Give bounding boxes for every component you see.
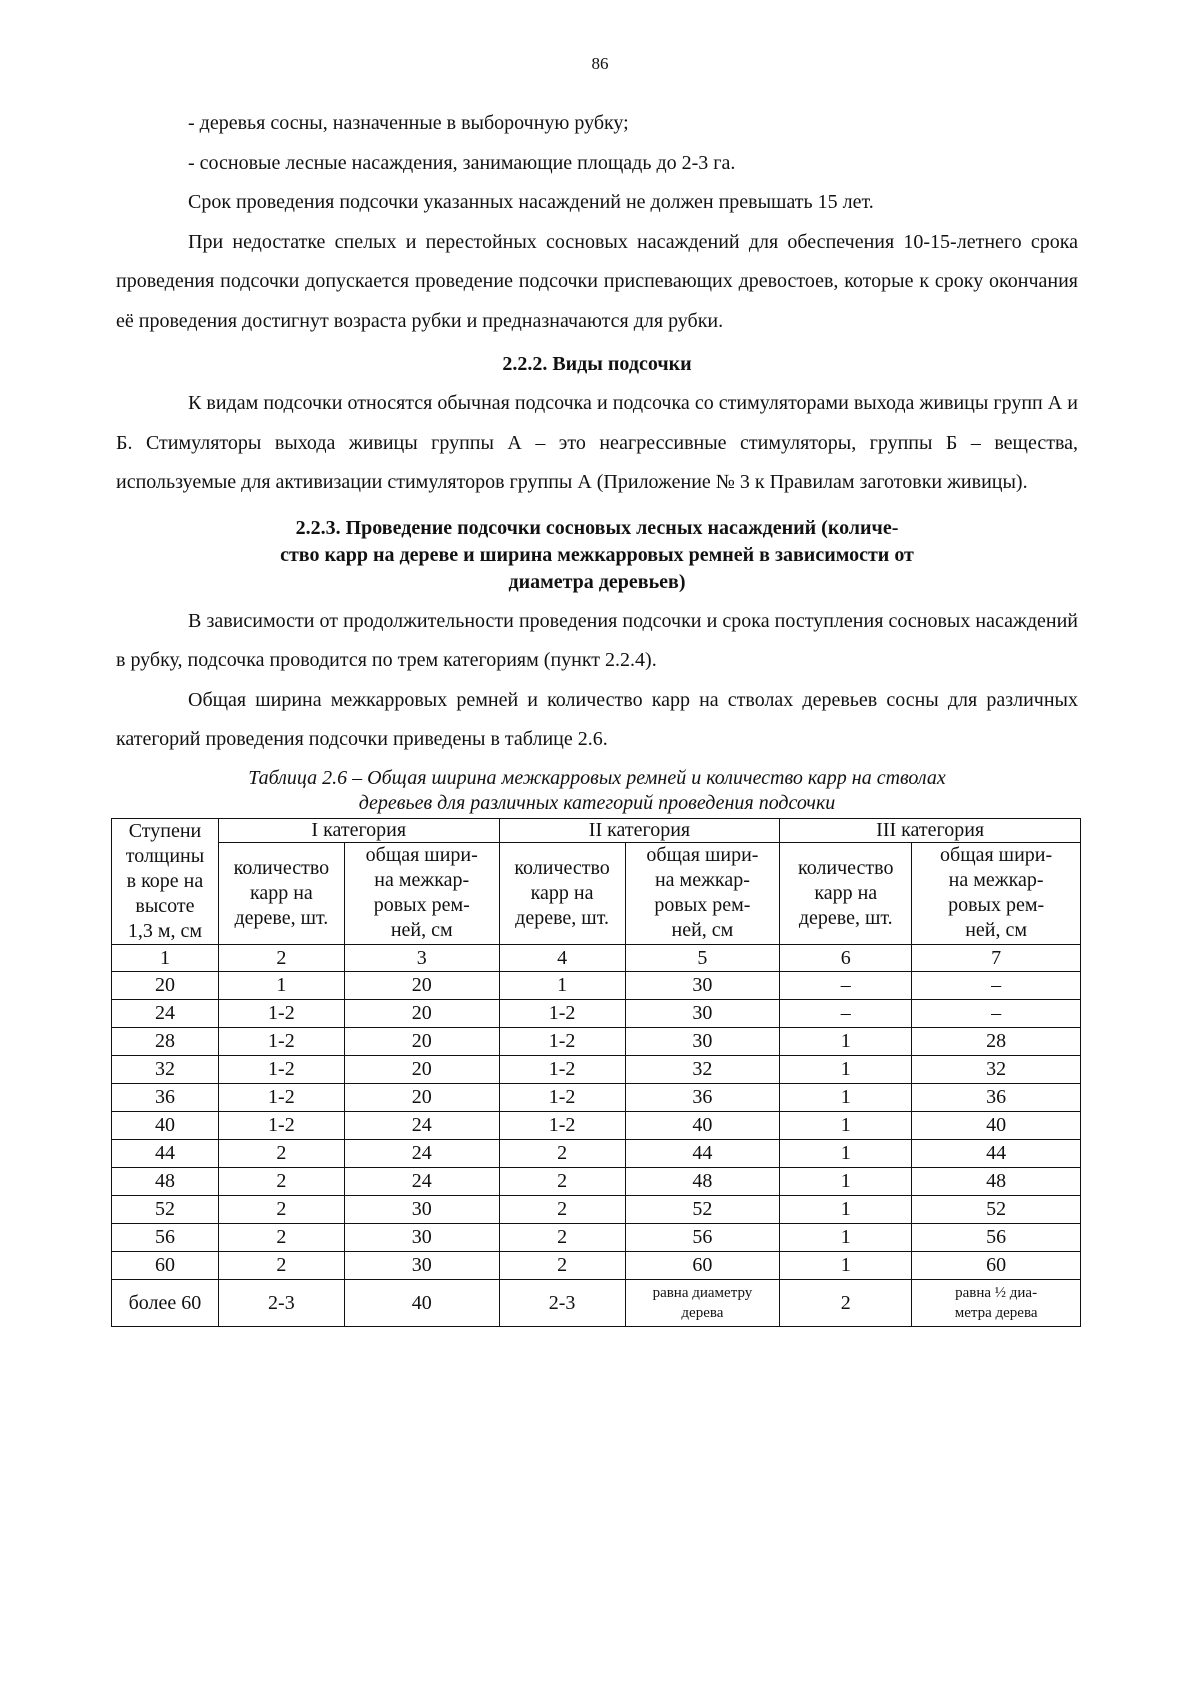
table-cell: 20	[344, 999, 499, 1027]
table-cell: 20	[344, 971, 499, 999]
table-row	[112, 971, 1081, 999]
subheader-width: общая шири- на межкар- ровых рем- ней, см	[625, 842, 780, 944]
table-cell: 1-2	[499, 1027, 625, 1055]
data-table	[111, 818, 1081, 1327]
table-cell: 30	[344, 1223, 499, 1251]
table-cell: 60	[625, 1251, 780, 1279]
table-cell: 20	[344, 1055, 499, 1083]
table-cell: 52	[112, 1195, 219, 1223]
table-cell: 2	[499, 1167, 625, 1195]
section-heading-2-2-2: 2.2.2. Виды подсочки	[502, 353, 692, 375]
table-caption	[116, 766, 1078, 816]
subheader-width: общая шири- на межкар- ровых рем- ней, см	[912, 842, 1081, 944]
table-cell: 32	[625, 1055, 780, 1083]
table-row	[112, 1111, 1081, 1139]
table-body	[112, 944, 1081, 1326]
subheader-count: количество карр на дереве, шт.	[499, 842, 625, 944]
table-cell: 56	[112, 1223, 219, 1251]
table-cell: 1-2	[218, 1055, 344, 1083]
table-row	[112, 1251, 1081, 1279]
table-cell: более 60	[112, 1279, 219, 1326]
header-category-2: II категория	[499, 818, 780, 842]
table-cell: 1	[780, 1223, 912, 1251]
table-cell: равна ½ диа- метра дерева	[912, 1279, 1081, 1326]
table-cell: 1-2	[499, 1083, 625, 1111]
column-number: 2	[218, 944, 344, 971]
table-cell: 2-3	[218, 1279, 344, 1326]
table-row	[112, 1223, 1081, 1251]
table-cell: 2	[218, 1167, 344, 1195]
document-body	[116, 104, 1078, 1327]
caption-line: Таблица 2.6 – Общая ширина межкарровых ремней и количество карр на стволах	[248, 766, 946, 789]
table-cell: 40	[625, 1111, 780, 1139]
table-cell: 24	[344, 1167, 499, 1195]
table-cell: 2	[218, 1195, 344, 1223]
table-cell: 40	[912, 1111, 1081, 1139]
column-number: 1	[112, 944, 219, 971]
table-cell: 30	[344, 1251, 499, 1279]
table-cell: 30	[625, 999, 780, 1027]
table-cell: 48	[625, 1167, 780, 1195]
table-cell: 2	[218, 1251, 344, 1279]
table-cell: 48	[912, 1167, 1081, 1195]
table-cell: –	[780, 999, 912, 1027]
table-cell: 30	[344, 1195, 499, 1223]
paragraph: При недостатке спелых и перестойных сосновых насаждений для обеспечения 10-15-летнего срока проведения подсочки допускается проведение подсочки приспевающих древостоев, которые к сроку окончания её проведения достигнут возраста рубки и предназначаются для рубки.	[116, 230, 1078, 332]
table-cell: 32	[112, 1055, 219, 1083]
table-cell: 1-2	[499, 999, 625, 1027]
table-cell: 36	[625, 1083, 780, 1111]
table-cell: 52	[912, 1195, 1081, 1223]
table-cell: 20	[112, 971, 219, 999]
table-cell: 60	[112, 1251, 219, 1279]
table-cell: 28	[112, 1027, 219, 1055]
table-cell: 1-2	[218, 1111, 344, 1139]
table-cell: 36	[912, 1083, 1081, 1111]
table-cell: –	[912, 999, 1081, 1027]
table-row	[112, 1055, 1081, 1083]
table-cell: 24	[112, 999, 219, 1027]
table-cell: 1-2	[499, 1111, 625, 1139]
table-cell: 28	[912, 1027, 1081, 1055]
table-cell: 2	[218, 1223, 344, 1251]
table-cell: 52	[625, 1195, 780, 1223]
table-cell: 40	[344, 1279, 499, 1326]
table-cell: 1	[780, 1167, 912, 1195]
paragraph: К видам подсочки относятся обычная подсочка и подсочка со стимуляторами выхода живицы групп А и Б. Стимуляторы выхода живицы группы А – это неагрессивные стимуляторы, группы Б – вещества, используемые для активизации стимуляторов группы А (Приложение № 3 к Правилам заготовки живицы).	[116, 392, 1078, 493]
table-row	[112, 1027, 1081, 1055]
table-cell: 1	[499, 971, 625, 999]
section-heading-2-2-3	[116, 515, 1078, 596]
table-cell: 40	[112, 1111, 219, 1139]
table-cell: 2-3	[499, 1279, 625, 1326]
table-row	[112, 1167, 1081, 1195]
heading-line: ство карр на дереве и ширина межкарровых ремней в зависимости от	[280, 543, 914, 566]
table-cell: 2	[499, 1223, 625, 1251]
table-cell: –	[780, 971, 912, 999]
column-number: 5	[625, 944, 780, 971]
table-row	[112, 1195, 1081, 1223]
table-cell: 60	[912, 1251, 1081, 1279]
header-thickness: Ступени толщины в коре на высоте 1,3 м, см	[112, 818, 219, 944]
bullet-item: - сосновые лесные насаждения, занимающие площадь до 2-3 га.	[188, 151, 736, 174]
paragraph: Срок проведения подсочки указанных насаждений не должен превышать 15 лет.	[188, 191, 874, 213]
table-cell: 1	[780, 1083, 912, 1111]
table-cell: 1	[780, 1055, 912, 1083]
table-cell: 1-2	[218, 999, 344, 1027]
table-cell: –	[912, 971, 1081, 999]
subheader-width: общая шири- на межкар- ровых рем- ней, см	[344, 842, 499, 944]
table-row	[112, 1139, 1081, 1167]
heading-line: диаметра деревьев)	[508, 570, 686, 593]
column-number: 4	[499, 944, 625, 971]
table-cell: 1-2	[218, 1027, 344, 1055]
table-cell: 2	[499, 1251, 625, 1279]
table-cell: 56	[625, 1223, 780, 1251]
table-cell: 36	[112, 1083, 219, 1111]
table-cell: 1	[780, 1111, 912, 1139]
table-cell: 30	[625, 971, 780, 999]
subheader-count: количество карр на дереве, шт.	[780, 842, 912, 944]
table-cell: 1	[218, 971, 344, 999]
table-row	[112, 999, 1081, 1027]
table-cell: 1	[780, 1251, 912, 1279]
caption-line: деревьев для различных категорий проведения подсочки	[358, 791, 836, 814]
paragraph: Общая ширина межкарровых ремней и количество карр на стволах деревьев сосны для различных категорий проведения подсочки приведены в таблице 2.6.	[116, 688, 1078, 750]
table-cell: 30	[625, 1027, 780, 1055]
bullet-item: - деревья сосны, назначенные в выборочную рубку;	[188, 112, 629, 134]
table-cell: 1	[780, 1027, 912, 1055]
page-number: 86	[591, 54, 609, 73]
table-cell: 44	[625, 1139, 780, 1167]
column-number: 7	[912, 944, 1081, 971]
table-cell: 2	[499, 1195, 625, 1223]
table-cell: 1-2	[499, 1055, 625, 1083]
table-row	[112, 1083, 1081, 1111]
table-cell: 2	[780, 1279, 912, 1326]
table-cell: 1	[780, 1195, 912, 1223]
table-cell: 1	[780, 1139, 912, 1167]
table-cell: 20	[344, 1083, 499, 1111]
table-cell: 48	[112, 1167, 219, 1195]
table-cell: 2	[499, 1139, 625, 1167]
table-cell: 56	[912, 1223, 1081, 1251]
table-cell: 2	[218, 1139, 344, 1167]
column-number: 3	[344, 944, 499, 971]
table-cell: 32	[912, 1055, 1081, 1083]
table-cell: 24	[344, 1139, 499, 1167]
table-cell: равна диаметру дерева	[625, 1279, 780, 1326]
table-cell: 44	[112, 1139, 219, 1167]
subheader-row	[112, 842, 1081, 944]
header-category-3: III категория	[780, 818, 1081, 842]
subheader-count: количество карр на дереве, шт.	[218, 842, 344, 944]
table-row-last	[112, 1279, 1081, 1326]
column-number: 6	[780, 944, 912, 971]
table-cell: 24	[344, 1111, 499, 1139]
table-cell: 20	[344, 1027, 499, 1055]
paragraph: В зависимости от продолжительности проведения подсочки и срока поступления сосновых насаждений в рубку, подсочка проводится по трем категориям (пункт 2.2.4).	[116, 609, 1078, 671]
heading-line: 2.2.3. Проведение подсочки сосновых лесных насаждений (количе-	[295, 516, 899, 539]
header-category-1: I категория	[218, 818, 499, 842]
table-cell: 1-2	[218, 1083, 344, 1111]
table-cell: 44	[912, 1139, 1081, 1167]
column-number-row	[112, 944, 1081, 971]
